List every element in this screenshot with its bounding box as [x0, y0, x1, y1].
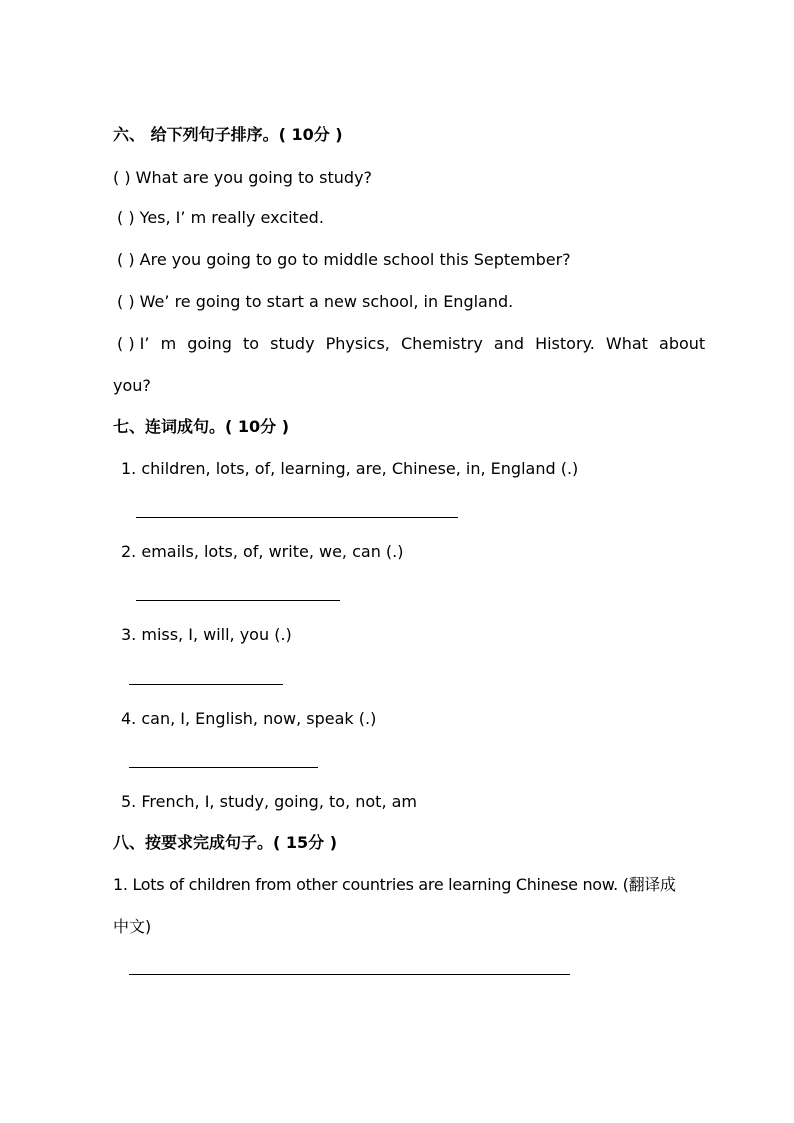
- word-order-item-3: 3. miss, I, will, you (.): [121, 625, 292, 644]
- ordering-item-2: [117, 208, 324, 228]
- translation-item-1: 1. Lots of children from other countries are learning Chinese now. (翻译成: [113, 875, 676, 894]
- answer-parenthesis[interactable]: ( ): [113, 168, 131, 187]
- ordering-item-4: [117, 292, 513, 312]
- answer-parenthesis[interactable]: ( ): [117, 292, 135, 311]
- answer-line-2[interactable]: [136, 600, 340, 601]
- section-7-heading: 七、连词成句。( 10分 ): [113, 417, 290, 436]
- section-6-heading: 六、 给下列句子排序。( 10分 ): [113, 125, 343, 144]
- section-8-heading: 八、按要求完成句子。( 15分 ): [113, 833, 338, 852]
- ordering-item-5-continuation: you?: [113, 376, 151, 395]
- translation-item-1-continuation: 中文): [113, 917, 152, 936]
- ordering-item-5: [117, 334, 705, 354]
- word-order-item-2: 2. emails, lots, of, write, we, can (.): [121, 542, 404, 561]
- answer-line-4[interactable]: [129, 767, 318, 768]
- ordering-item-1: [113, 168, 372, 188]
- answer-parenthesis[interactable]: ( ): [117, 334, 135, 353]
- word-order-item-5: 5. French, I, study, going, to, not, am: [121, 792, 418, 811]
- answer-line-3[interactable]: [129, 684, 283, 685]
- answer-parenthesis[interactable]: ( ): [117, 250, 135, 269]
- item-text: I’ m going to study Physics, Chemistry and History. What about: [139, 334, 706, 353]
- item-text: We’ re going to start a new school, in England.: [139, 292, 514, 311]
- ordering-item-3: [117, 250, 571, 270]
- item-text: What are you going to study?: [135, 168, 373, 187]
- item-text: Are you going to go to middle school this September?: [139, 250, 571, 269]
- answer-parenthesis[interactable]: ( ): [117, 208, 135, 227]
- answer-line-1[interactable]: [136, 517, 458, 518]
- word-order-item-1: 1. children, lots, of, learning, are, Chinese, in, England (.): [121, 459, 579, 478]
- word-order-item-4: 4. can, I, English, now, speak (.): [121, 709, 377, 728]
- answer-line-translation[interactable]: [129, 974, 570, 975]
- item-text: Yes, I’ m really excited.: [139, 208, 324, 227]
